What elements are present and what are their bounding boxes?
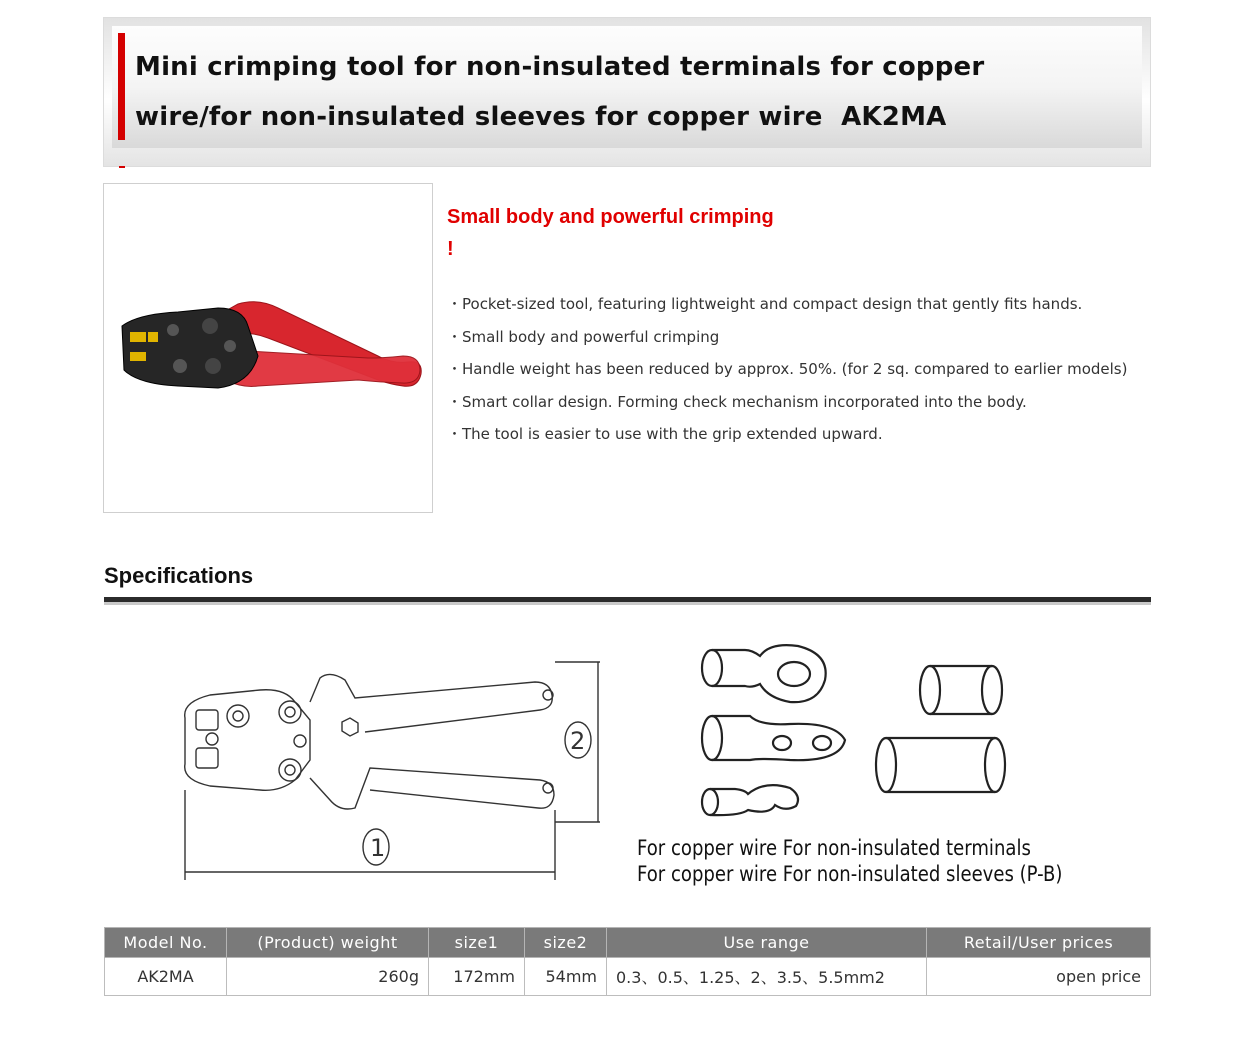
feature-item: ・Handle weight has been reduced by approx. 50%. (for 2 sq. compared to earlier models) bbox=[447, 360, 1128, 378]
feature-item: ・The tool is easier to use with the grip extended upward. bbox=[447, 425, 883, 443]
dimension-label-2: 2 bbox=[570, 727, 586, 755]
col-price: Retail/User prices bbox=[927, 928, 1151, 958]
cell-price: open price bbox=[927, 958, 1151, 996]
dimension-label-1: 1 bbox=[370, 834, 386, 862]
cell-use-range: 0.3、0.5、1.25、2、3.5、5.5mm2 bbox=[607, 958, 927, 996]
caption-line: For copper wire For non-insulated sleeves (P-B) bbox=[637, 862, 1063, 886]
table-header-row bbox=[105, 928, 1151, 958]
dimension-drawing bbox=[170, 640, 620, 885]
col-size2: size2 bbox=[525, 928, 607, 958]
section-divider-shadow bbox=[104, 602, 1151, 605]
terminals-caption bbox=[637, 835, 1062, 887]
feature-list bbox=[447, 288, 1137, 451]
feature-item: ・Pocket-sized tool, featuring lightweight and compact design that gently fits hands. bbox=[447, 295, 1083, 313]
cell-weight: 260g bbox=[227, 958, 429, 996]
title-accent-bar bbox=[118, 33, 125, 140]
caption-line: For copper wire For non-insulated terminals bbox=[637, 836, 1031, 860]
product-photo bbox=[103, 183, 433, 513]
feature-item: ・Smart collar design. Forming check mechanism incorporated into the body. bbox=[447, 392, 1027, 411]
cell-model-no: AK2MA bbox=[105, 958, 227, 996]
col-use-range: Use range bbox=[607, 928, 927, 958]
feature-item: ・Small body and powerful crimping bbox=[447, 327, 720, 346]
terminals-illustration bbox=[690, 640, 1020, 830]
col-model-no: Model No. bbox=[105, 928, 227, 958]
crimping-tool-photo bbox=[118, 296, 428, 406]
page-title: Mini crimping tool for non-insulated terminals for copper wire/for non-insulated sleeves for copper wire AK2MA bbox=[135, 52, 985, 132]
cell-size2: 54mm bbox=[525, 958, 607, 996]
product-lead: Small body and powerful crimping ! bbox=[447, 206, 774, 260]
table-row bbox=[105, 958, 1151, 996]
col-size1: size1 bbox=[429, 928, 525, 958]
cell-size1: 172mm bbox=[429, 958, 525, 996]
col-weight: (Product) weight bbox=[227, 928, 429, 958]
specifications-heading: Specifications bbox=[104, 563, 254, 588]
title-banner bbox=[103, 17, 1151, 167]
title-accent-tick bbox=[119, 166, 125, 168]
spec-table bbox=[104, 927, 1151, 996]
